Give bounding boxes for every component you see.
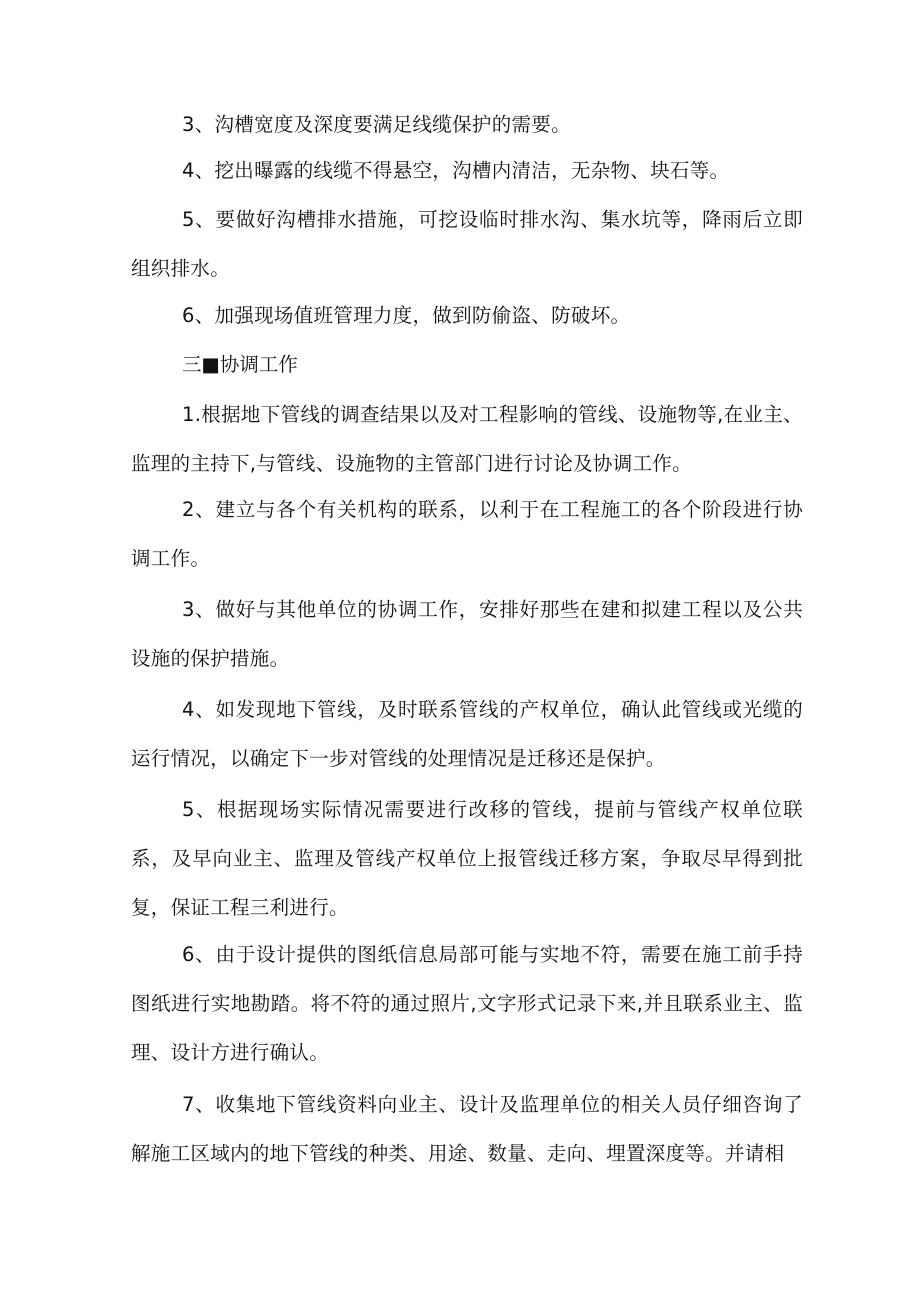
- section-heading: 三■协调工作: [182, 353, 298, 376]
- section-paragraph-4: 4、如发现地下管线，及时联系管线的产权单位，确认此管线或光缆的运行情况，以确定下一步对管线的处理情况是迁移还是保护。: [131, 698, 803, 770]
- section-paragraph-7: 7、收集地下管线资料向业主、设计及监理单位的相关人员仔细咨询了解施工区域内的地下管线的种类、用途、数量、走向、埋置深度等。并请相: [131, 1093, 803, 1165]
- paragraph-item-6: 6、加强现场值班管理力度，做到防偷盗、防破坏。: [182, 304, 631, 327]
- paragraph-item-3: 3、沟槽宽度及深度要满足线缆保护的需要。: [182, 113, 571, 136]
- paragraph-item-4: 4、挖出曝露的线缆不得悬空，沟槽内清洁，无杂物、块石等。: [182, 159, 730, 182]
- section-paragraph-6: 6、由于设计提供的图纸信息局部可能与实地不符，需要在施工前手持图纸进行实地勘踏。将不符的通过照片,文字形式记录下来,并且联系业主、监理、设计方进行确认。: [131, 943, 803, 1064]
- section-paragraph-5: 5、根据现场实际情况需要进行改移的管线，提前与管线产权单位联系，及早向业主、监理及管线产权单位上报管线迁移方案，争取尽早得到批复，保证工程三利进行。: [131, 798, 803, 919]
- section-paragraph-1: 1.根据地下管线的调查结果以及对工程影响的管线、设施物等,在业主、监理的主持下,与管线、设施物的主管部门进行讨论及协调工作。: [131, 403, 803, 475]
- paragraph-item-5: 5、要做好沟槽排水措施，可挖设临时排水沟、集水坑等，降雨后立即组织排水。: [131, 208, 803, 280]
- section-paragraph-2: 2、建立与各个有关机构的联系，以利于在工程施工的各个阶段进行协调工作。: [131, 498, 803, 570]
- section-paragraph-3: 3、做好与其他单位的协调工作，安排好那些在建和拟建工程以及公共设施的保护措施。: [131, 598, 803, 670]
